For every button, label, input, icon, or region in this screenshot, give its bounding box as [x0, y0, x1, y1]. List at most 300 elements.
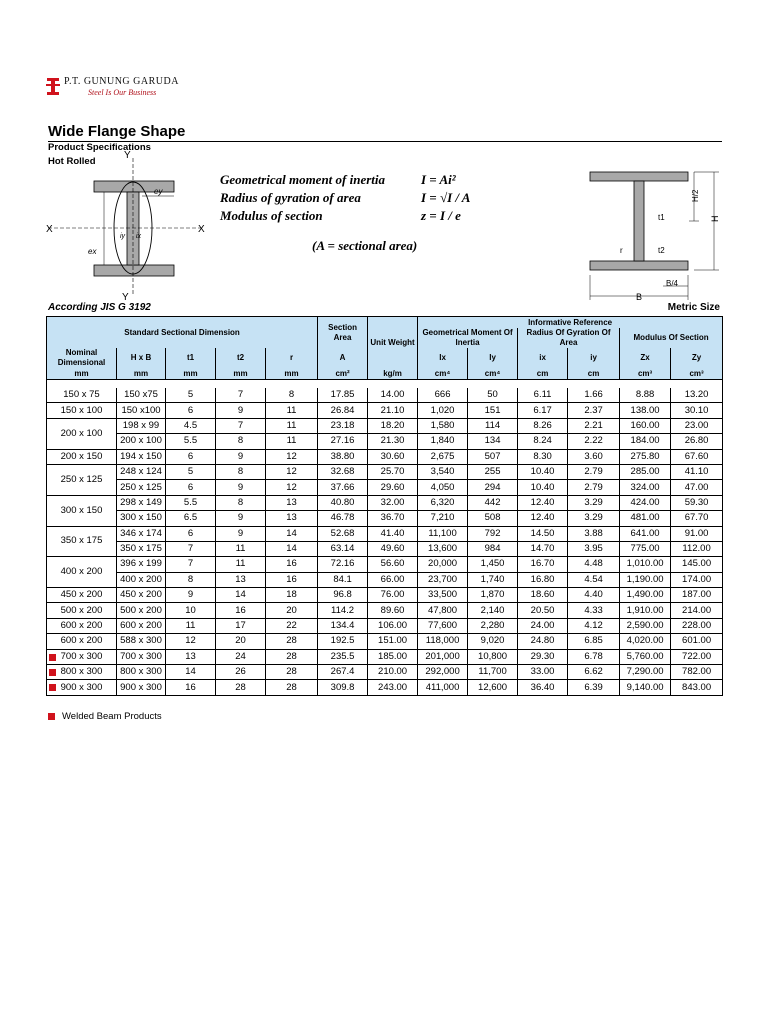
table-row: [47, 665, 723, 680]
cell-r: 13: [266, 495, 318, 510]
table-row: [47, 418, 723, 433]
half-height-label: H/2: [691, 189, 700, 202]
cell-zx: 324.00: [620, 480, 671, 495]
cell-t1: 13: [166, 649, 216, 664]
cell-iy: 442: [468, 495, 518, 510]
table-row: [47, 480, 723, 495]
cell-ix: 33,500: [418, 588, 468, 603]
cell-a: 23.18: [318, 418, 368, 433]
cell-a: 46.78: [318, 511, 368, 526]
cell-ix: 1,840: [418, 434, 468, 449]
cell-r: 13: [266, 511, 318, 526]
cell-t2: 13: [216, 572, 266, 587]
width-label: B: [636, 292, 643, 302]
cell-nominal: [47, 603, 117, 618]
cell-zy: 67.70: [671, 511, 723, 526]
cell-t1: 10: [166, 603, 216, 618]
cell-zy: 214.00: [671, 603, 723, 618]
cell-a: 17.85: [318, 388, 368, 403]
cell-a: 134.4: [318, 618, 368, 633]
header-zy: Zy: [671, 348, 723, 368]
cell-w: 41.40: [368, 526, 418, 541]
cell-nominal-text: 150 x 75: [63, 389, 100, 401]
cell-ix: 201,000: [418, 649, 468, 664]
cell-w: 89.60: [368, 603, 418, 618]
cell-t1: 8: [166, 572, 216, 587]
cell-r: 28: [266, 665, 318, 680]
cell-zx: 285.00: [620, 464, 671, 479]
cell-zx: 160.00: [620, 418, 671, 433]
table-row: [47, 680, 723, 695]
unit-nominal: mm: [47, 368, 117, 380]
cell-t1: 5: [166, 464, 216, 479]
cell-r: 16: [266, 572, 318, 587]
cell-zy: 30.10: [671, 403, 723, 418]
metric-size-label: Metric Size: [667, 302, 720, 313]
table-row: [47, 572, 723, 587]
cell-a: 26.84: [318, 403, 368, 418]
cell-iy: 6.78: [568, 649, 620, 664]
cell-iy: 11,700: [468, 665, 518, 680]
cell-w: 106.00: [368, 618, 418, 633]
cell-t1: 11: [166, 618, 216, 633]
cell-zy: 145.00: [671, 557, 723, 572]
cell-r: 11: [266, 434, 318, 449]
cell-a: 37.66: [318, 480, 368, 495]
cell-ix: 20,000: [418, 557, 468, 572]
cell-w: 243.00: [368, 680, 418, 695]
cell-t2: 8: [216, 464, 266, 479]
iy-label: iy: [120, 233, 126, 240]
cell-t1: 7: [166, 557, 216, 572]
unit-zx: cm³: [620, 368, 671, 380]
table-row: [47, 464, 723, 479]
cell-w: 21.30: [368, 434, 418, 449]
cell-ix: 8.26: [518, 418, 568, 433]
cell-zy: 41.10: [671, 464, 723, 479]
cell-nominal-text: 700 x 300: [60, 650, 103, 662]
cell-iy: 2.79: [568, 480, 620, 495]
cell-hxb: 900 x 300: [117, 680, 166, 695]
cell-ix: 6,320: [418, 495, 468, 510]
cell-a: 38.80: [318, 449, 368, 464]
cell-w: 32.00: [368, 495, 418, 510]
legend-label: Welded Beam Products: [62, 711, 162, 722]
cell-t1: 4.5: [166, 418, 216, 433]
cell-t2: 9: [216, 526, 266, 541]
cell-zy: 26.80: [671, 434, 723, 449]
table-row: [47, 526, 723, 541]
cell-iy: 3.95: [568, 541, 620, 556]
cell-zy: 843.00: [671, 680, 723, 695]
cell-a: 235.5: [318, 649, 368, 664]
cell-r: 20: [266, 603, 318, 618]
company-tagline: Steel Is Our Business: [88, 88, 157, 97]
quarter-width-label: B/4: [666, 279, 679, 288]
x-axis-left-label: X: [46, 224, 53, 235]
cell-ix: 18.60: [518, 588, 568, 603]
unit-a: cm²: [318, 368, 368, 380]
cell-nominal-text: 500 x 200: [60, 604, 103, 616]
unit-weight: kg/m: [368, 368, 418, 380]
unit-ix: cm: [518, 368, 568, 380]
table-row: [47, 634, 723, 649]
cell-t2: 24: [216, 649, 266, 664]
table-row: [47, 618, 723, 633]
header-standard-dimension: Standard Sectional Dimension: [47, 317, 318, 349]
header-iy-cap: Iy: [468, 348, 518, 368]
cell-t2: 9: [216, 403, 266, 418]
cell-w: 29.60: [368, 480, 418, 495]
cell-w: 18.20: [368, 418, 418, 433]
cell-zy: 13.20: [671, 388, 723, 403]
cell-r: 12: [266, 449, 318, 464]
cell-a: 114.2: [318, 603, 368, 618]
unit-zy: cm³: [671, 368, 723, 380]
cell-zy: 67.60: [671, 449, 723, 464]
cell-iy: 2.22: [568, 434, 620, 449]
cell-w: 76.00: [368, 588, 418, 603]
cell-t1: 16: [166, 680, 216, 695]
cell-hxb: 150 x100: [117, 403, 166, 418]
page-title: Wide Flange Shape: [48, 123, 186, 140]
cell-iy: 3.29: [568, 495, 620, 510]
cell-ix: 12.40: [518, 511, 568, 526]
cell-nominal-text: 450 x 200: [60, 589, 103, 601]
cell-ix: 11,100: [418, 526, 468, 541]
cell-ix: 2,675: [418, 449, 468, 464]
cell-r: 8: [266, 388, 318, 403]
cell-hxb: 450 x 200: [117, 588, 166, 603]
cell-r: 14: [266, 526, 318, 541]
cell-zx: 7,290.00: [620, 665, 671, 680]
cell-iy: 508: [468, 511, 518, 526]
cell-a: 72.16: [318, 557, 368, 572]
header-t1: t1: [166, 348, 216, 368]
cell-zx: 5,760.00: [620, 649, 671, 664]
cell-w: 49.60: [368, 541, 418, 556]
cell-iy: 2,280: [468, 618, 518, 633]
unit-iy: cm: [568, 368, 620, 380]
cell-ix: 16.70: [518, 557, 568, 572]
cell-zy: 59.30: [671, 495, 723, 510]
formula-eq-modulus: z = I / e: [421, 208, 461, 223]
cell-zx: 1,490.00: [620, 588, 671, 603]
cell-hxb: 298 x 149: [117, 495, 166, 510]
cell-nominal: [47, 464, 117, 495]
cell-t1: 6: [166, 526, 216, 541]
cell-iy: 4.54: [568, 572, 620, 587]
formula-eq-gyration: I = √I / A: [421, 190, 471, 205]
cell-w: 66.00: [368, 572, 418, 587]
cell-t1: 6: [166, 480, 216, 495]
cell-t2: 8: [216, 434, 266, 449]
unit-r: mm: [266, 368, 318, 380]
cell-zx: 2,590.00: [620, 618, 671, 633]
cell-a: 309.8: [318, 680, 368, 695]
cell-r: 28: [266, 634, 318, 649]
cell-ix: 292,000: [418, 665, 468, 680]
cell-r: 22: [266, 618, 318, 633]
cell-ix: 1,020: [418, 403, 468, 418]
cell-iy: 507: [468, 449, 518, 464]
cell-t2: 20: [216, 634, 266, 649]
cell-iy: 134: [468, 434, 518, 449]
cell-nominal-text: 800 x 300: [60, 666, 103, 678]
cell-nominal: [47, 388, 117, 403]
cell-w: 30.60: [368, 449, 418, 464]
cell-zy: 91.00: [671, 526, 723, 541]
cell-zy: 782.00: [671, 665, 723, 680]
unit-ix-cap: cm⁴: [418, 368, 468, 380]
legend: [48, 711, 162, 722]
cell-nominal-text: 600 x 200: [60, 620, 103, 632]
table-row: [47, 649, 723, 664]
cell-ix: 1,580: [418, 418, 468, 433]
cell-ix: 24.80: [518, 634, 568, 649]
standard-reference: According JIS G 3192: [48, 302, 151, 313]
cell-iy: 2.37: [568, 403, 620, 418]
cross-section-diagram: [44, 150, 210, 300]
web-thickness-label: t1: [658, 213, 665, 222]
cell-r: 16: [266, 557, 318, 572]
cell-t2: 16: [216, 603, 266, 618]
cell-w: 185.00: [368, 649, 418, 664]
cell-a: 63.14: [318, 541, 368, 556]
flange-thickness-label: t2: [658, 246, 665, 255]
cell-ix: 77,600: [418, 618, 468, 633]
table-row: [47, 434, 723, 449]
cell-ix: 23,700: [418, 572, 468, 587]
cell-nominal: [47, 634, 117, 649]
cell-nominal-text: 300 x 150: [60, 504, 103, 516]
cell-t1: 12: [166, 634, 216, 649]
cell-hxb: 250 x 125: [117, 480, 166, 495]
cell-w: 14.00: [368, 388, 418, 403]
cell-ix: 8.24: [518, 434, 568, 449]
unit-hxb: mm: [117, 368, 166, 380]
cell-t1: 6.5: [166, 511, 216, 526]
cell-iy: 3.29: [568, 511, 620, 526]
cell-iy: 2.79: [568, 464, 620, 479]
table-row: [47, 541, 723, 556]
cell-hxb: 198 x 99: [117, 418, 166, 433]
cell-ix: 14.50: [518, 526, 568, 541]
cell-ix: 6.11: [518, 388, 568, 403]
header-moment-of-inertia: Geometrical Moment Of Inertia: [418, 328, 518, 348]
cell-ix: 666: [418, 388, 468, 403]
header-iy: iy: [568, 348, 620, 368]
cell-zx: 8.88: [620, 388, 671, 403]
cell-a: 27.16: [318, 434, 368, 449]
header-ix-cap: Ix: [418, 348, 468, 368]
cell-nominal: [47, 526, 117, 557]
formula-label-inertia: Geometrical moment of inertia: [220, 172, 386, 187]
header-hxb: H x B: [117, 348, 166, 368]
cell-r: 14: [266, 541, 318, 556]
cell-ix: 24.00: [518, 618, 568, 633]
cell-t1: 5.5: [166, 434, 216, 449]
cell-ix: 118,000: [418, 634, 468, 649]
cell-iy: 2.21: [568, 418, 620, 433]
cell-w: 25.70: [368, 464, 418, 479]
cell-t2: 8: [216, 495, 266, 510]
cell-ix: 33.00: [518, 665, 568, 680]
cell-zx: 775.00: [620, 541, 671, 556]
cell-zx: 1,190.00: [620, 572, 671, 587]
cell-r: 18: [266, 588, 318, 603]
header-informative-reference: Informative Reference: [418, 317, 723, 329]
cell-t2: 11: [216, 557, 266, 572]
cell-hxb: 400 x 200: [117, 572, 166, 587]
cell-zx: 138.00: [620, 403, 671, 418]
cell-nominal-text: 200 x 150: [60, 450, 103, 462]
unit-t2: mm: [216, 368, 266, 380]
company-name: P.T. GUNUNG GARUDA: [64, 76, 179, 87]
header-r: r: [266, 348, 318, 368]
cell-iy: 4.48: [568, 557, 620, 572]
cell-ix: 20.50: [518, 603, 568, 618]
cell-ix: 4,050: [418, 480, 468, 495]
cell-ix: 10.40: [518, 480, 568, 495]
cell-nominal: [47, 418, 117, 449]
cell-zx: 1,910.00: [620, 603, 671, 618]
ix-label: ix: [136, 233, 142, 240]
cell-w: 21.10: [368, 403, 418, 418]
product-specifications-label: Product Specifications: [48, 142, 151, 153]
cell-ix: 47,800: [418, 603, 468, 618]
cell-iy: 114: [468, 418, 518, 433]
cell-hxb: 350 x 175: [117, 541, 166, 556]
table-header: [47, 317, 723, 389]
cell-iy: 792: [468, 526, 518, 541]
cell-ix: 12.40: [518, 495, 568, 510]
x-axis-right-label: X: [198, 224, 205, 235]
cell-hxb: 800 x 300: [117, 665, 166, 680]
height-label: H: [710, 215, 720, 222]
header-t2: t2: [216, 348, 266, 368]
cell-nominal: [47, 680, 117, 695]
header-unit-weight: Unit Weight: [368, 317, 418, 369]
cell-r: 28: [266, 649, 318, 664]
welded-marker-icon: [49, 669, 56, 676]
unit-t1: mm: [166, 368, 216, 380]
table-row: [47, 557, 723, 572]
cell-nominal-text: 350 x 175: [60, 535, 103, 547]
cell-zx: 1,010.00: [620, 557, 671, 572]
cell-ix: 8.30: [518, 449, 568, 464]
welded-marker-icon: [49, 684, 56, 691]
cell-r: 11: [266, 403, 318, 418]
cell-iy: 151: [468, 403, 518, 418]
formula-eq-inertia: I = Ai²: [421, 172, 456, 187]
ex-label: ex: [88, 247, 97, 256]
cell-w: 151.00: [368, 634, 418, 649]
cell-t1: 6: [166, 449, 216, 464]
cell-nominal: [47, 495, 117, 526]
cell-zy: 722.00: [671, 649, 723, 664]
cell-ix: 13,600: [418, 541, 468, 556]
cell-a: 192.5: [318, 634, 368, 649]
cell-hxb: 194 x 150: [117, 449, 166, 464]
cell-a: 32.68: [318, 464, 368, 479]
cell-hxb: 346 x 174: [117, 526, 166, 541]
cell-nominal: [47, 618, 117, 633]
cell-ix: 6.17: [518, 403, 568, 418]
table-row: [47, 588, 723, 603]
cell-hxb: 588 x 300: [117, 634, 166, 649]
cell-zy: 601.00: [671, 634, 723, 649]
cell-t2: 26: [216, 665, 266, 680]
cell-hxb: 600 x 200: [117, 618, 166, 633]
cell-a: 40.80: [318, 495, 368, 510]
header-radius-of-gyration: Radius Of Gyration Of Area: [518, 328, 620, 348]
cell-nominal-text: 150 x 100: [60, 404, 103, 416]
cell-zy: 112.00: [671, 541, 723, 556]
cell-w: 56.60: [368, 557, 418, 572]
cell-ix: 36.40: [518, 680, 568, 695]
cell-ix: 14.70: [518, 541, 568, 556]
cell-t2: 28: [216, 680, 266, 695]
cell-t1: 7: [166, 541, 216, 556]
cell-iy: 3.88: [568, 526, 620, 541]
header-ix: ix: [518, 348, 568, 368]
cell-iy: 12,600: [468, 680, 518, 695]
cell-zx: 9,140.00: [620, 680, 671, 695]
cell-t2: 7: [216, 388, 266, 403]
cell-nominal: [47, 665, 117, 680]
cell-hxb: 700 x 300: [117, 649, 166, 664]
cell-iy: 6.62: [568, 665, 620, 680]
header-zx: Zx: [620, 348, 671, 368]
cell-t2: 9: [216, 511, 266, 526]
cell-t2: 14: [216, 588, 266, 603]
cell-nominal: [47, 557, 117, 588]
cell-r: 12: [266, 464, 318, 479]
cell-iy: 255: [468, 464, 518, 479]
cell-nominal: [47, 649, 117, 664]
cell-zx: 4,020.00: [620, 634, 671, 649]
cell-ix: 411,000: [418, 680, 468, 695]
cell-t2: 9: [216, 480, 266, 495]
cell-r: 11: [266, 418, 318, 433]
cell-t2: 7: [216, 418, 266, 433]
cell-hxb: 500 x 200: [117, 603, 166, 618]
cell-w: 36.70: [368, 511, 418, 526]
cell-zy: 228.00: [671, 618, 723, 633]
cell-hxb: 248 x 124: [117, 464, 166, 479]
header-nominal: Nominal Dimensional: [47, 348, 117, 368]
ey-label: ey: [154, 187, 163, 196]
cell-iy: 1.66: [568, 388, 620, 403]
header-modulus-of-section: Modulus Of Section: [620, 328, 723, 348]
cell-a: 84.1: [318, 572, 368, 587]
company-logo: [46, 76, 216, 102]
cell-zx: 641.00: [620, 526, 671, 541]
cell-t1: 14: [166, 665, 216, 680]
header-a: A: [318, 348, 368, 368]
cell-zy: 174.00: [671, 572, 723, 587]
cell-zx: 481.00: [620, 511, 671, 526]
table-row: [47, 511, 723, 526]
cell-zy: 23.00: [671, 418, 723, 433]
cell-iy: 4.40: [568, 588, 620, 603]
cell-a: 267.4: [318, 665, 368, 680]
cell-ix: 3,540: [418, 464, 468, 479]
table-row: [47, 449, 723, 464]
welded-marker-icon: [48, 713, 55, 720]
cell-ix: 16.80: [518, 572, 568, 587]
